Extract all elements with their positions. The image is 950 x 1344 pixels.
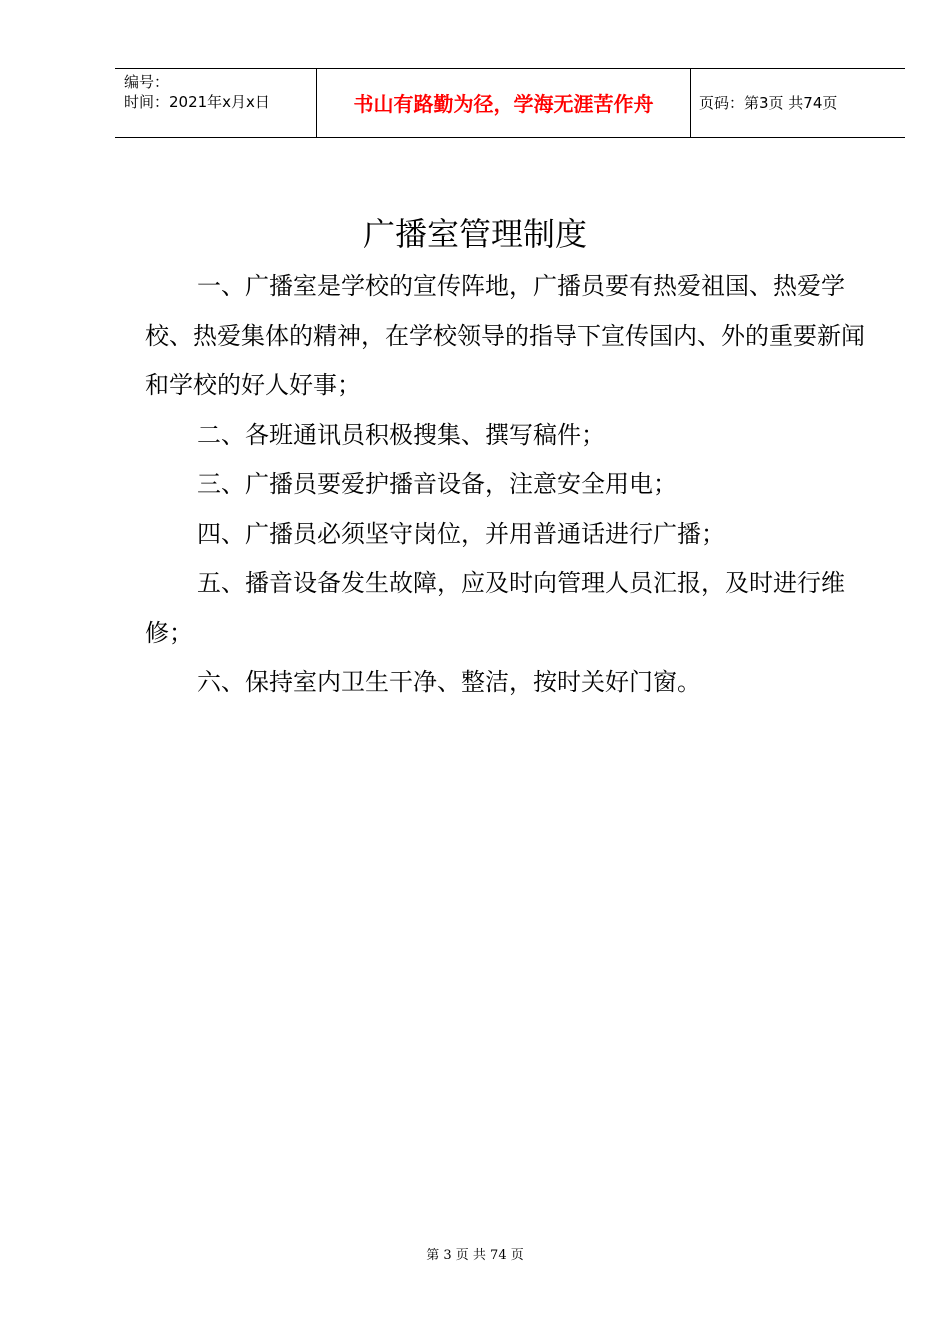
header-page-cell [691, 69, 905, 137]
document-title: 广播室管理制度 [362, 215, 587, 253]
paragraph-4: 四、广播员必须坚守岗位，并用普通话进行广播； [197, 519, 725, 548]
header-motto-cell [317, 69, 691, 137]
paragraph-1: 一、广播室是学校的宣传阵地，广播员要有热爱祖国、热爱学校、热爱集体的精神，在学校领导的指导下宣传国内、外的重要新闻和学校的好人好事； [145, 272, 865, 399]
number-label: 编号： [124, 73, 170, 91]
time-label: 时间：2021年x月x日 [124, 93, 270, 111]
page-code: 页码：第3页 共74页 [699, 94, 838, 112]
document-body [145, 262, 885, 708]
header-info-cell [115, 69, 317, 137]
motto-text: 书山有路勤为径，学海无涯苦作舟 [353, 92, 654, 116]
page-header [115, 68, 905, 138]
paragraph-3: 三、广播员要爱护播音设备，注意安全用电； [197, 470, 677, 498]
paragraph-6: 六、保持室内卫生干净、整洁，按时关好门窗。 [197, 668, 701, 696]
page-footer: 第 3 页 共 74 页 [426, 1248, 524, 1263]
paragraph-5: 五、播音设备发生故障，应及时向管理人员汇报，及时进行维修； [145, 569, 845, 647]
paragraph-2: 二、各班通讯员积极搜集、撰写稿件； [197, 420, 605, 449]
